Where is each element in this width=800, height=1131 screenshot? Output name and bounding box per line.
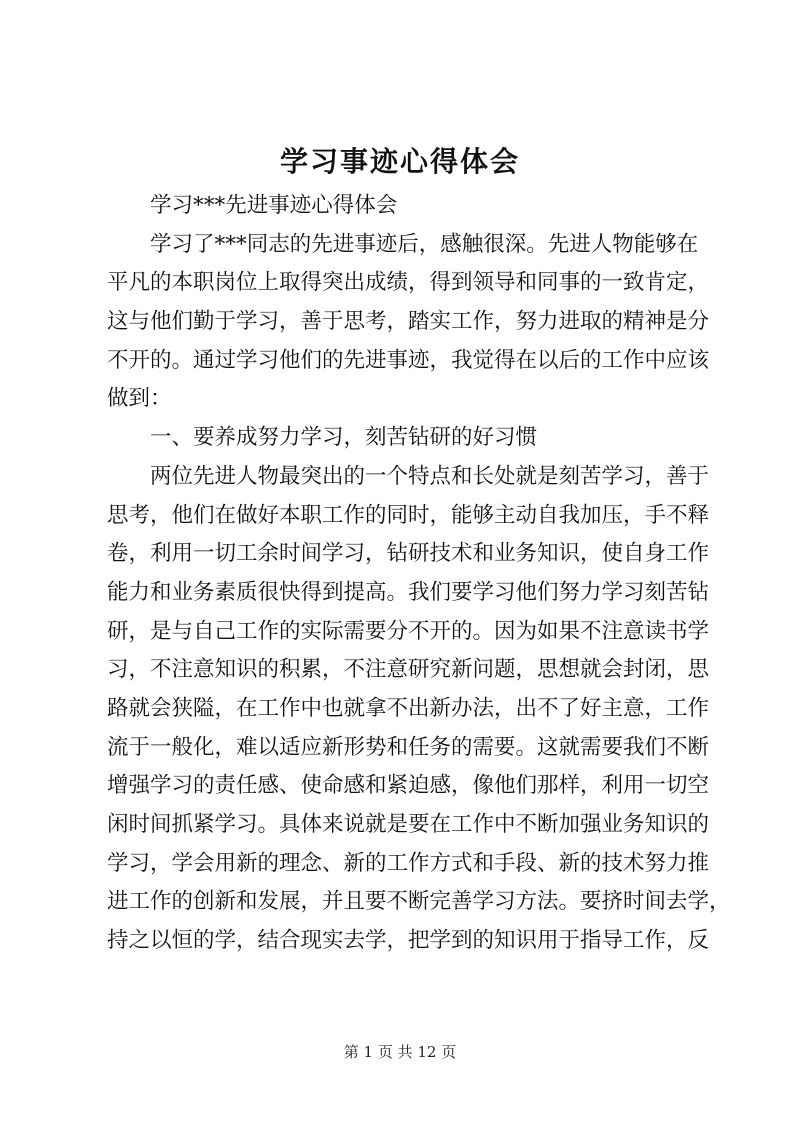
document-title: 学习事迹心得体会 [279,145,520,178]
paragraph-line: 这与他们勤于学习，善于思考，踏实工作，努力进取的精神是分 [107,309,710,335]
subtitle-line: 学习***先进事迹心得体会 [150,193,398,218]
paragraph-line: 思考，他们在做好本职工作的同时，能够主动自我加压，手不释 [107,502,710,528]
paragraph-line: 研，是与自己工作的实际需要分不开的。因为如果不注意读书学 [107,618,710,644]
paragraph-line: 能力和业务素质很快得到提高。我们要学习他们努力学习刻苦钻 [107,579,710,605]
paragraph-line: 两位先进人物最突出的一个特点和长处就是刻苦学习，善于 [150,463,710,489]
paragraph-line: 学习了***同志的先进事迹后，感触很深。先进人物能够在 [150,231,699,257]
paragraph-line: 平凡的本职岗位上取得突出成绩，得到领导和同事的一致肯定， [107,270,710,296]
paragraph-line: 增强学习的责任感、使命感和紧迫感，像他们那样，利用一切空 [107,773,710,799]
paragraph-line: 不开的。通过学习他们的先进事迹，我觉得在以后的工作中应该 [107,347,710,373]
page-footer: 第 1 页 共 12 页 [343,1043,457,1061]
paragraph-line: 做到： [107,386,172,412]
paragraph-line: 路就会狭隘，在工作中也就拿不出新办法，出不了好主意，工作 [107,695,710,721]
paragraph-line: 卷，利用一切工余时间学习，钻研技术和业务知识，使自身工作 [107,541,710,567]
document-body [107,187,731,961]
paragraph-line: 闲时间抓紧学习。具体来说就是要在工作中不断加强业务知识的 [107,812,710,837]
paragraph-line: 学习，学会用新的理念、新的工作方式和手段、新的技术努力推 [107,850,710,876]
paragraph-line: 流于一般化，难以适应新形势和任务的需要。这就需要我们不断 [107,734,710,760]
paragraph-line: 持之以恒的学，结合现实去学，把学到的知识用于指导工作，反 [107,928,710,954]
section-heading: 一、要养成努力学习，刻苦钻研的好习惯 [150,425,538,451]
paragraph-line: 习，不注意知识的积累，不注意研究新问题，思想就会封闭，思 [107,657,710,683]
paragraph-line: 进工作的创新和发展，并且要不断完善学习方法。要挤时间去学， [107,889,731,915]
